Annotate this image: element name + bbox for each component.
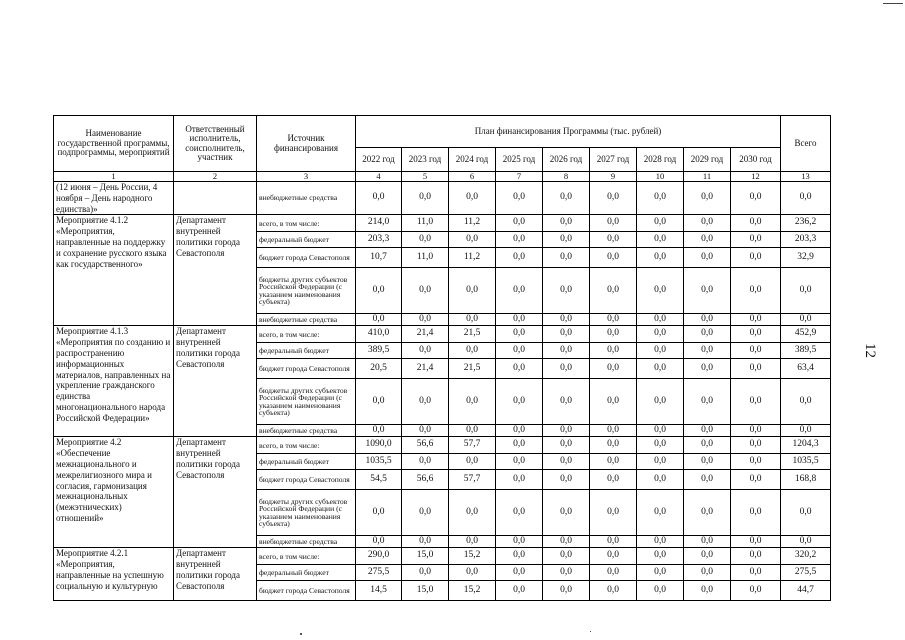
header-year: 2023 год — [402, 148, 449, 172]
year-value: 56,6 — [402, 437, 449, 454]
measure-name: Мероприятие 4.2 «Обеспечение межнационального и межрелигиозного мира и согласия, гармонизация межнациональных (межэтнических) отношений» — [54, 437, 174, 548]
row-total: 203,3 — [781, 232, 831, 248]
year-value: 0,0 — [731, 490, 781, 536]
year-value: 0,0 — [684, 454, 731, 470]
year-value: 0,0 — [402, 181, 449, 214]
column-number: 4 — [356, 172, 402, 182]
year-value: 0,0 — [637, 215, 684, 232]
year-value: 0,0 — [731, 565, 781, 581]
year-value: 0,0 — [731, 215, 781, 232]
year-value: 54,5 — [356, 470, 402, 490]
year-value: 0,0 — [590, 536, 637, 548]
year-value: 0,0 — [543, 314, 590, 326]
year-value: 0,0 — [637, 548, 684, 565]
responsible-executor: Департамент внутренней политики города Севастополя — [174, 437, 257, 548]
year-value: 11,2 — [449, 248, 496, 268]
year-value: 0,0 — [731, 181, 781, 214]
year-value: 0,0 — [684, 437, 731, 454]
funding-source: всего, в том числе: — [257, 548, 356, 565]
year-value: 0,0 — [449, 454, 496, 470]
year-value: 15,2 — [449, 548, 496, 565]
responsible-executor: Департамент внутренней политики города Севастополя — [174, 215, 257, 326]
year-value: 0,0 — [684, 326, 731, 343]
year-value: 0,0 — [590, 490, 637, 536]
year-value: 0,0 — [684, 425, 731, 437]
year-value: 0,0 — [543, 232, 590, 248]
year-value: 0,0 — [496, 425, 543, 437]
column-number: 11 — [684, 172, 731, 182]
year-value: 0,0 — [684, 215, 731, 232]
funding-source: бюджет города Севастополя — [257, 248, 356, 268]
year-value: 0,0 — [637, 470, 684, 490]
year-value: 0,0 — [684, 581, 731, 601]
year-value: 0,0 — [731, 437, 781, 454]
year-value: 0,0 — [449, 314, 496, 326]
header-row — [54, 116, 831, 148]
year-value: 0,0 — [496, 232, 543, 248]
column-number-row — [54, 172, 831, 182]
table-row — [54, 215, 831, 232]
year-value: 0,0 — [449, 268, 496, 314]
year-value: 0,0 — [590, 470, 637, 490]
year-value: 0,0 — [496, 314, 543, 326]
year-value: 0,0 — [543, 326, 590, 343]
funding-source: всего, в том числе: — [257, 326, 356, 343]
year-value: 0,0 — [496, 548, 543, 565]
year-value: 57,7 — [449, 470, 496, 490]
funding-source: всего, в том числе: — [257, 215, 356, 232]
year-value: 0,0 — [496, 379, 543, 425]
year-value: 0,0 — [637, 425, 684, 437]
header-year: 2030 год — [731, 148, 781, 172]
year-value: 0,0 — [684, 181, 731, 214]
year-value: 0,0 — [543, 268, 590, 314]
year-value: 0,0 — [590, 268, 637, 314]
table-row — [54, 437, 831, 454]
year-value: 0,0 — [637, 343, 684, 359]
year-value: 0,0 — [590, 454, 637, 470]
year-value: 0,0 — [543, 581, 590, 601]
year-value: 0,0 — [496, 490, 543, 536]
column-number: 6 — [449, 172, 496, 182]
year-value: 0,0 — [731, 548, 781, 565]
year-value: 0,0 — [684, 359, 731, 379]
year-value: 0,0 — [590, 359, 637, 379]
year-value: 0,0 — [356, 268, 402, 314]
funding-source: федеральный бюджет — [257, 454, 356, 470]
year-value: 10,7 — [356, 248, 402, 268]
year-value: 0,0 — [590, 437, 637, 454]
year-value: 0,0 — [684, 248, 731, 268]
year-value: 0,0 — [684, 548, 731, 565]
year-value: 0,0 — [731, 232, 781, 248]
year-value: 0,0 — [637, 181, 684, 214]
year-value: 0,0 — [637, 581, 684, 601]
year-value: 1090,0 — [356, 437, 402, 454]
table-row — [54, 326, 831, 343]
year-value: 0,0 — [637, 379, 684, 425]
row-total: 320,2 — [781, 548, 831, 565]
column-number: 12 — [731, 172, 781, 182]
responsible-executor: Департамент внутренней политики города Севастополя — [174, 548, 257, 601]
year-value: 0,0 — [731, 343, 781, 359]
year-value: 21,5 — [449, 359, 496, 379]
year-value: 0,0 — [402, 379, 449, 425]
year-value: 0,0 — [731, 326, 781, 343]
column-number: 9 — [590, 172, 637, 182]
year-value: 0,0 — [637, 248, 684, 268]
funding-source: федеральный бюджет — [257, 343, 356, 359]
year-value: 0,0 — [402, 454, 449, 470]
year-value: 0,0 — [543, 359, 590, 379]
year-value: 0,0 — [590, 326, 637, 343]
year-value: 0,0 — [684, 314, 731, 326]
year-value: 0,0 — [356, 490, 402, 536]
column-number: 7 — [496, 172, 543, 182]
year-value: 0,0 — [543, 565, 590, 581]
year-value: 0,0 — [637, 359, 684, 379]
year-value: 0,0 — [637, 454, 684, 470]
header-plan-title: План финансирования Программы (тыс. рублей) — [356, 116, 781, 148]
year-value: 0,0 — [449, 232, 496, 248]
year-value: 389,5 — [356, 343, 402, 359]
year-value: 0,0 — [496, 581, 543, 601]
year-value: 21,5 — [449, 326, 496, 343]
year-value: 0,0 — [731, 454, 781, 470]
year-value: 0,0 — [449, 490, 496, 536]
responsible-executor — [174, 181, 257, 214]
column-number: 13 — [781, 172, 831, 182]
row-total: 389,5 — [781, 343, 831, 359]
row-total: 168,8 — [781, 470, 831, 490]
year-value: 0,0 — [356, 379, 402, 425]
column-number: 1 — [54, 172, 174, 182]
header-year: 2028 год — [637, 148, 684, 172]
year-value: 0,0 — [543, 470, 590, 490]
year-value: 15,2 — [449, 581, 496, 601]
row-total: 236,2 — [781, 215, 831, 232]
row-total: 0,0 — [781, 425, 831, 437]
year-value: 0,0 — [543, 181, 590, 214]
funding-source: федеральный бюджет — [257, 232, 356, 248]
year-value: 0,0 — [356, 425, 402, 437]
year-value: 0,0 — [496, 437, 543, 454]
year-value: 0,0 — [731, 470, 781, 490]
year-value: 0,0 — [684, 379, 731, 425]
year-value: 0,0 — [590, 379, 637, 425]
row-total: 452,9 — [781, 326, 831, 343]
year-value: 0,0 — [590, 581, 637, 601]
row-total: 0,0 — [781, 379, 831, 425]
year-value: 0,0 — [684, 490, 731, 536]
row-total: 0,0 — [781, 181, 831, 214]
year-value: 0,0 — [731, 268, 781, 314]
year-value: 0,0 — [449, 565, 496, 581]
row-total: 44,7 — [781, 581, 831, 601]
funding-source: бюджеты других субъектов Российской Федерации (с указанием наименования субъекта) — [257, 490, 356, 536]
year-value: 0,0 — [356, 181, 402, 214]
year-value: 0,0 — [496, 181, 543, 214]
funding-source: внебюджетные средства — [257, 536, 356, 548]
funding-source: федеральный бюджет — [257, 565, 356, 581]
year-value: 0,0 — [684, 565, 731, 581]
responsible-executor: Департамент внутренней политики города Севастополя — [174, 326, 257, 437]
year-value: 0,0 — [684, 232, 731, 248]
year-value: 20,5 — [356, 359, 402, 379]
scan-speck — [300, 633, 302, 635]
year-value: 0,0 — [543, 215, 590, 232]
financing-table — [53, 115, 831, 601]
year-value: 290,0 — [356, 548, 402, 565]
year-value: 0,0 — [637, 565, 684, 581]
row-total: 0,0 — [781, 536, 831, 548]
year-value: 0,0 — [496, 248, 543, 268]
scan-corner-mark — [883, 3, 903, 4]
year-value: 11,0 — [402, 215, 449, 232]
header-executor: Ответственный исполнитель, соисполнитель, участник — [174, 116, 257, 172]
year-value: 56,6 — [402, 470, 449, 490]
year-value: 21,4 — [402, 326, 449, 343]
year-value: 14,5 — [356, 581, 402, 601]
year-value: 0,0 — [402, 490, 449, 536]
measure-name: (12 июня – День России, 4 ноября – День народного единства)» — [54, 181, 174, 214]
year-value: 0,0 — [637, 326, 684, 343]
column-number: 10 — [637, 172, 684, 182]
year-value: 0,0 — [637, 536, 684, 548]
year-value: 0,0 — [543, 454, 590, 470]
year-value: 0,0 — [684, 536, 731, 548]
year-value: 15,0 — [402, 548, 449, 565]
row-total: 0,0 — [781, 314, 831, 326]
year-value: 0,0 — [449, 379, 496, 425]
year-value: 0,0 — [496, 326, 543, 343]
header-source: Источник финансирования — [257, 116, 356, 172]
year-value: 0,0 — [543, 536, 590, 548]
funding-source: всего, в том числе: — [257, 437, 356, 454]
row-total: 32,9 — [781, 248, 831, 268]
header-year: 2029 год — [684, 148, 731, 172]
year-value: 0,0 — [590, 181, 637, 214]
year-value: 0,0 — [543, 379, 590, 425]
year-value: 0,0 — [543, 343, 590, 359]
year-value: 0,0 — [449, 425, 496, 437]
year-value: 0,0 — [590, 548, 637, 565]
year-value: 0,0 — [402, 268, 449, 314]
header-year: 2027 год — [590, 148, 637, 172]
funding-source: бюджеты других субъектов Российской Федерации (с указанием наименования субъекта) — [257, 268, 356, 314]
year-value: 203,3 — [356, 232, 402, 248]
year-value: 0,0 — [731, 314, 781, 326]
header-year: 2026 год — [543, 148, 590, 172]
year-value: 0,0 — [356, 536, 402, 548]
year-value: 15,0 — [402, 581, 449, 601]
year-value: 0,0 — [637, 232, 684, 248]
column-number: 8 — [543, 172, 590, 182]
measure-name: Мероприятие 4.1.2 «Мероприятия, направленные на поддержку и сохранение русского языка как государственного» — [54, 215, 174, 326]
year-value: 0,0 — [590, 215, 637, 232]
year-value: 0,0 — [496, 454, 543, 470]
year-value: 21,4 — [402, 359, 449, 379]
year-value: 0,0 — [731, 248, 781, 268]
year-value: 0,0 — [637, 490, 684, 536]
funding-source: внебюджетные средства — [257, 314, 356, 326]
year-value: 0,0 — [402, 565, 449, 581]
year-value: 0,0 — [731, 359, 781, 379]
year-value: 0,0 — [543, 248, 590, 268]
table-row — [54, 548, 831, 565]
year-value: 0,0 — [590, 314, 637, 326]
column-number: 2 — [174, 172, 257, 182]
row-total: 0,0 — [781, 490, 831, 536]
year-value: 0,0 — [637, 437, 684, 454]
year-value: 0,0 — [684, 470, 731, 490]
year-value: 0,0 — [637, 314, 684, 326]
year-value: 0,0 — [449, 343, 496, 359]
year-value: 57,7 — [449, 437, 496, 454]
year-value: 0,0 — [590, 343, 637, 359]
year-value: 0,0 — [731, 379, 781, 425]
year-value: 0,0 — [449, 181, 496, 214]
row-total: 1035,5 — [781, 454, 831, 470]
year-value: 0,0 — [590, 425, 637, 437]
table-row — [54, 181, 831, 214]
header-name: Наименование государственной программы, подпрограммы, мероприятий — [54, 116, 174, 172]
year-value: 11,0 — [402, 248, 449, 268]
funding-source: бюджет города Севастополя — [257, 359, 356, 379]
year-value: 0,0 — [684, 343, 731, 359]
measure-name: Мероприятие 4.2.1 «Мероприятия, направленные на успешную социальную и культурную — [54, 548, 174, 601]
header-year: 2025 год — [496, 148, 543, 172]
header-total: Всего — [781, 116, 831, 172]
row-total: 275,5 — [781, 565, 831, 581]
header-year: 2024 год — [449, 148, 496, 172]
row-total: 63,4 — [781, 359, 831, 379]
year-value: 0,0 — [402, 232, 449, 248]
year-value: 0,0 — [449, 536, 496, 548]
year-value: 0,0 — [543, 425, 590, 437]
year-value: 214,0 — [356, 215, 402, 232]
year-value: 0,0 — [402, 536, 449, 548]
year-value: 410,0 — [356, 326, 402, 343]
row-total: 1204,3 — [781, 437, 831, 454]
year-value: 0,0 — [496, 359, 543, 379]
funding-source: бюджет города Севастополя — [257, 470, 356, 490]
year-value: 0,0 — [684, 268, 731, 314]
year-value: 0,0 — [590, 248, 637, 268]
page-number: 12 — [862, 343, 878, 358]
year-value: 0,0 — [637, 268, 684, 314]
year-value: 0,0 — [496, 215, 543, 232]
year-value: 0,0 — [496, 565, 543, 581]
year-value: 0,0 — [590, 565, 637, 581]
year-value: 0,0 — [402, 343, 449, 359]
year-value: 0,0 — [731, 536, 781, 548]
year-value: 0,0 — [731, 425, 781, 437]
year-value: 0,0 — [543, 490, 590, 536]
year-value: 1035,5 — [356, 454, 402, 470]
year-value: 0,0 — [543, 548, 590, 565]
funding-source: внебюджетные средства — [257, 425, 356, 437]
scan-speck — [590, 631, 591, 632]
header-year: 2022 год — [356, 148, 402, 172]
year-value: 0,0 — [496, 268, 543, 314]
year-value: 0,0 — [402, 425, 449, 437]
year-value: 0,0 — [356, 314, 402, 326]
column-number: 5 — [402, 172, 449, 182]
year-value: 0,0 — [590, 232, 637, 248]
year-value: 275,5 — [356, 565, 402, 581]
funding-source: внебюджетные средства — [257, 181, 356, 214]
year-value: 11,2 — [449, 215, 496, 232]
year-value: 0,0 — [496, 470, 543, 490]
funding-source: бюджет города Севастополя — [257, 581, 356, 601]
row-total: 0,0 — [781, 268, 831, 314]
column-number: 3 — [257, 172, 356, 182]
year-value: 0,0 — [402, 314, 449, 326]
year-value: 0,0 — [496, 343, 543, 359]
funding-source: бюджеты других субъектов Российской Федерации (с указанием наименования субъекта) — [257, 379, 356, 425]
year-value: 0,0 — [731, 581, 781, 601]
year-value: 0,0 — [543, 437, 590, 454]
year-value: 0,0 — [496, 536, 543, 548]
measure-name: Мероприятие 4.1.3 «Мероприятия по созданию и распространению информационных материалов, направленных на укрепление гражданского единства многонационального народа Российской Федерации» — [54, 326, 174, 437]
